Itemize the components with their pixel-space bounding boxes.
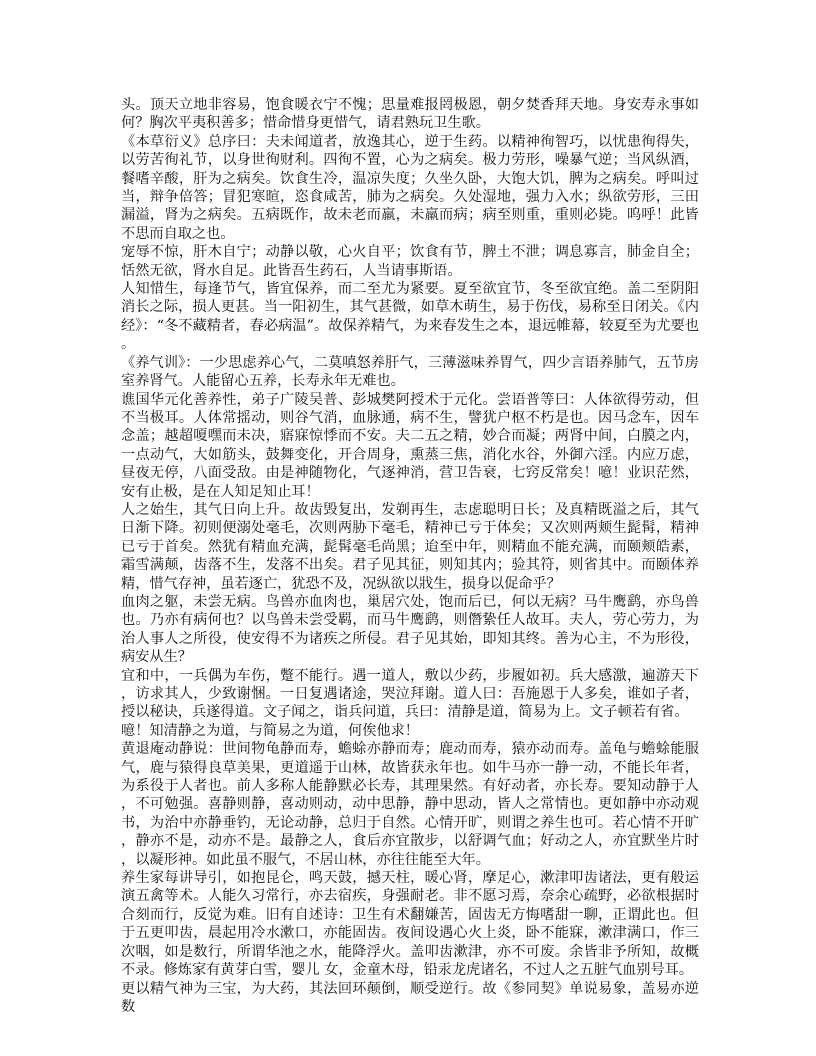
paragraph-hua-yuanhua: 谯国华元化善养性，弟子广陵吴普、彭城樊阿授术于元化。尝语普等曰：人体欲得劳动，但不当极耳。人体常摇动，则谷气消，血脉通，病不生，譬犹户枢不朽是也。因马念车，因车念盖；越超嗄嘿而未决，寤寐惊悸而不安。夫二五之精，妙合而凝；两肾中间，白膜之内，一点动气，大如筋头，鼓舞变化，开合周身，熏蒸三焦，消化水谷，外御六淫。内应万虑，昼夜无停，八面受敌。由是神随物化，气逐神消，营卫告衰，七窍反常矣！噫！业识茫然，安有止极，是在人知足知止耳！	[121, 391, 699, 500]
paragraph-solar-terms: 人知惜生，每逢节气，皆宜保养，而二至尤为紧要。夏至欲宜节，冬至欲宜绝。盖二至阴阳消长之际，损人更甚。当一阳初生，其气甚微，如草木萌生，易于伤伐，易称至日闭关。《内经》：“冬不藏精者，春必病温”。故保养精气，为来春发生之本，退远帷幕，较夏至为尤要也。	[121, 281, 699, 353]
paragraph-human-growth: 人之始生，其气日向上升。故齿毁复出，发剃再生，志虑聪明日长；及真精既溢之后，其气日渐下降。初则便溺处毫毛，次则两胁下毫毛，精神已亏于体矣；又次则两颊生髭髯，精神已亏于首矣。然犹有精血充满，髭髯毫毛尚黑；迨至中年，则精血不能充满，而颐颊皓素，霜雪满颠，齿落不生，发落不出矣。君子见其征，则知其内；验其符，则省其中。而颐体养精，惜气存神，虽若逐亡，犹恐不及，况纵欲以戕生，损身以促命乎？	[121, 501, 699, 592]
paragraph-three-treasures: 更以精气神为三宝，为大药，其法回环颠倒，顺受逆行。故《参同契》单说易象，盖易亦逆数	[121, 980, 699, 1015]
paragraph-soldier-story: 宜和中，一兵偶为车伤，蹩不能行。遇一道人，敷以少药，步履如初。兵大感激，遍游天下，访求其人，少致谢悃。一日复遇诸途，哭泣拜谢。道人曰：吾施恩于人多矣，谁如子者，授以秘诀，兵遂得道。文子闻之，诣兵问道，兵曰：清静是道，简易为上。文子顿若有省。	[121, 667, 699, 721]
paragraph-daoyin: 养生家每讲导引，如抱昆仑，鸣天鼓，撼天柱，暖心肾，摩足心，漱津叩齿诸法，更有般运演五禽等术。人能久习常行，亦去宿疾，身强耐老。非不愿习焉，奈余心疏野，必欲根据时合刻而行，反觉为难。旧有自述诗：卫生有术翻嫌苦，固齿无方悔嗜甜一聊，正谓此也。但于五更叩齿，晨起用冷水漱口，亦能固齿。夜间设遇心火上炎，卧不能寐，漱津满口，作三次咽，如是数行，所谓华池之水，能降浮火。盖叩齿漱津，亦不可废。余皆非予所知，故概不录。修炼家有黄芽白雪，婴儿 女，金童木母，铅汞龙虎诸名，不过人之五脏气血别号耳。	[121, 870, 699, 979]
paragraph-verse-ending: 头。顶天立地非容易，饱食暖衣宁不愧；思量难报罔极恩，朝夕焚香拜天地。身安寿永事如何？胸次平夷积善多；惜命惜身更惜气，请君熟玩卫生歌。	[121, 97, 699, 132]
paragraph-bencao-preface: 《本草衍义》总序曰：夫未闻道者，放逸其心，逆于生药。以精神徇智巧，以忧患徇得失，以劳苦徇礼节，以身世徇财利。四徇不置，心为之病矣。极力劳形，噪暴气逆；当风纵酒，餐嗜辛酸，肝为之病矣。饮食生冷，温凉失度；久坐久卧，大饱大饥，脾为之病矣。呼叫过当，辩争倍答；冒犯寒暄，恣食咸苦，肺为之病矣。久处湿地，强力入水；纵欲劳形，三田漏溢，肾为之病矣。五病既作，故未老而羸，未羸而病；病至则重，重则必毙。呜呼！此皆不思而自取之也。	[121, 133, 699, 242]
paragraph-motion-stillness: 黄退庵动静说：世间物龟静而寿，蟾蜍亦静而寿；鹿动而寿，猿亦动而寿。盖龟与蟾蜍能服气，鹿与猿得良草美果，更道遥于山林，故皆获永年也。如牛马亦一静一动，不能长年者，为系役于人者也。前人多称人能静默必长寿，其理果然。有好动者，亦长寿。要知动静于人，不可勉强。喜静则静，喜动则动，动中思静，静中思动，皆人之常情也。更如静中亦动观书，为治中亦静垂钓，无论动静，总归于自然。心情开旷，则谓之养生也可。若心情不开旷，静亦不是，动亦不是。最静之人，食后亦宜散步，以舒调气血；好动之人，亦宜默坐片时，以凝形神。如此虽不服气，不居山林，亦往往能至大年。	[121, 741, 699, 868]
document-page	[121, 96, 699, 1016]
paragraph-flesh-and-blood: 血肉之躯，未尝无病。鸟兽亦血肉也，巢居穴处，饱而后已，何以无病？马牛鹰鹞，亦鸟兽也。乃亦有病何也？以鸟兽未尝受羁，而马牛鹰鹞，则僭絷任人故耳。夫人，劳心劳力，为治人事人之所役，使安得不为诸疾之所侵。君子见其始，即知其终。善为心主，不为形役，病安从生？	[121, 593, 699, 666]
paragraph-exclamation: 噫！知清静之为道，与简易之为道，何俟他求！	[121, 722, 419, 739]
paragraph-yangqi-xun: 《养气训》：一少思虑养心气，二莫嗔怒养肝气，三薄滋味养胃气，四少言语养肺气，五节房室养肾气。人能留心五养，长寿永年无难也。	[121, 354, 699, 390]
paragraph-five-organs: 宠辱不惊，肝木自宁；动静以敬，心火自平；饮食有节，脾土不泄；调息寡言，肺金自全；恬然无欲，肾水自足。此皆吾生药石，人当请事斯语。	[121, 244, 699, 279]
